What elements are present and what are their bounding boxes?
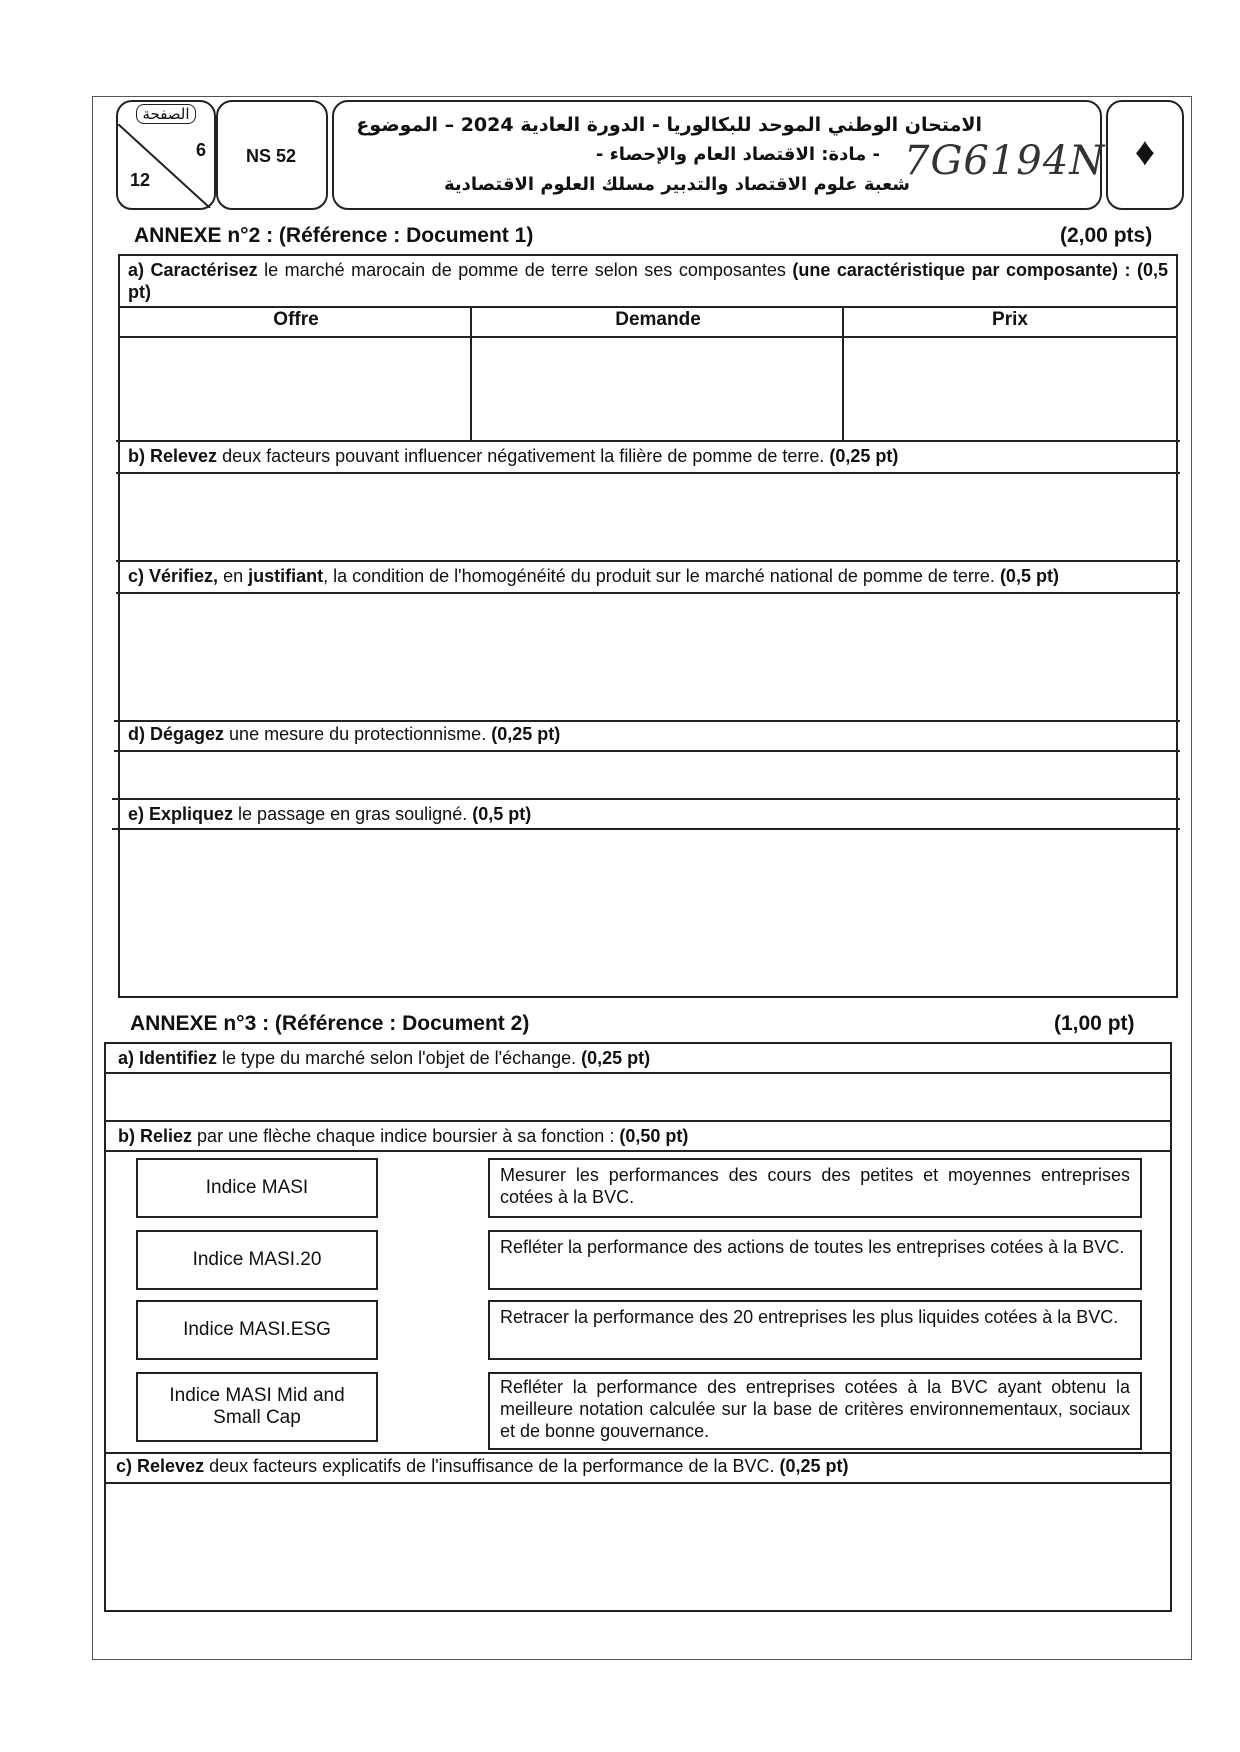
annexe3-points: (1,00 pt) xyxy=(1054,1012,1135,1035)
answer-area-annexe3-a[interactable] xyxy=(108,1074,1168,1118)
page-total: 12 xyxy=(130,170,151,190)
page-divider-line xyxy=(118,124,214,208)
annexe2-points: (2,00 pts) xyxy=(1060,224,1153,247)
handwritten-code: 7G6194N xyxy=(904,138,1106,184)
page-label: الصفحة xyxy=(136,104,196,124)
answer-area-e[interactable] xyxy=(120,830,1176,994)
table-header-prix: Prix xyxy=(992,309,1028,330)
annexe2-title: ANNEXE n°2 : (Référence : Document 1) xyxy=(134,224,534,247)
answer-cell-offre[interactable] xyxy=(120,338,468,438)
function-box-3[interactable]: Retracer la performance des 20 entreprises les plus liquides cotées à la BVC. xyxy=(488,1300,1142,1360)
annexe3-title: ANNEXE n°3 : (Référence : Document 2) xyxy=(130,1012,530,1035)
page-current: 6 xyxy=(196,140,207,160)
exam-stream-line: شعبة علوم الاقتصاد والتدبير مسلك العلوم الاقتصادية xyxy=(443,174,910,195)
function-box-1[interactable]: Mesurer les performances des cours des petites et moyennes entreprises cotées à la BVC. xyxy=(488,1158,1142,1218)
exam-code: NS 52 xyxy=(246,146,297,166)
page-number-box xyxy=(116,100,216,210)
question-b-annexe2: b) Relevez deux facteurs pouvant influencer négativement la filière de pomme de terre. (0,25 pt) xyxy=(128,446,899,466)
question-verb: Caractérisez xyxy=(150,260,258,280)
index-box-masi-esg[interactable]: Indice MASI.ESG xyxy=(136,1300,378,1360)
diamond-icon: ♦ xyxy=(1134,130,1156,174)
question-b-annexe3: b) Reliez par une flèche chaque indice boursier à sa fonction : (0,50 pt) xyxy=(118,1126,689,1146)
index-box-masi[interactable]: Indice MASI xyxy=(136,1158,378,1218)
row-divider xyxy=(104,1150,1172,1152)
question-c-annexe3: c) Relevez deux facteurs explicatifs de l'insuffisance de la performance de la BVC. (0,25 pt) xyxy=(116,1456,849,1476)
answer-cell-demande[interactable] xyxy=(472,338,840,438)
question-a-annexe3: a) Identifiez le type du marché selon l'objet de l'échange. (0,25 pt) xyxy=(118,1048,651,1068)
answer-area-b[interactable] xyxy=(120,474,1176,558)
table-header-demande: Demande xyxy=(615,309,701,330)
answer-area-d[interactable] xyxy=(120,752,1176,796)
function-box-4[interactable]: Refléter la performance des entreprises cotées à la BVC ayant obtenu la meilleure notation calculée sur la base de critères environnementaux, sociaux et de bonne gouvernance. xyxy=(488,1372,1142,1450)
exam-title-box xyxy=(332,100,1106,210)
answer-area-annexe3-c[interactable] xyxy=(108,1484,1168,1608)
index-box-masi-mid-small-cap[interactable]: Indice MASI Mid and Small Cap xyxy=(136,1372,378,1442)
answer-area-c[interactable] xyxy=(120,594,1176,718)
question-e-annexe2: e) Expliquez le passage en gras souligné. (0,5 pt) xyxy=(128,804,532,824)
index-box-masi20[interactable]: Indice MASI.20 xyxy=(136,1230,378,1290)
answer-cell-prix[interactable] xyxy=(844,338,1176,438)
symbol-box xyxy=(1106,100,1184,210)
function-box-2[interactable]: Refléter la performance des actions de toutes les entreprises cotées à la BVC. xyxy=(488,1230,1142,1290)
question-a-annexe2: a) Caractérisez le marché marocain de pomme de terre selon ses composantes (une caractéristique par composante) : (0,5 pt) xyxy=(128,260,1169,302)
exam-title-line1: الامتحان الوطني الموحد للبكالوريا - الدورة العادية 2024 – الموضوع xyxy=(356,114,982,136)
question-d-annexe2: d) Dégagez une mesure du protectionnisme. (0,25 pt) xyxy=(128,724,561,744)
exam-subject-line: - مادة: الاقتصاد العام والإحصاء - xyxy=(595,144,880,165)
question-c-annexe2: c) Vérifiez, en justifiant, la condition de l'homogénéité du produit sur le marché national de pomme de terre. (0,5 pt) xyxy=(128,566,1059,586)
table-header-offre: Offre xyxy=(273,309,319,330)
exam-code-box xyxy=(216,100,328,210)
